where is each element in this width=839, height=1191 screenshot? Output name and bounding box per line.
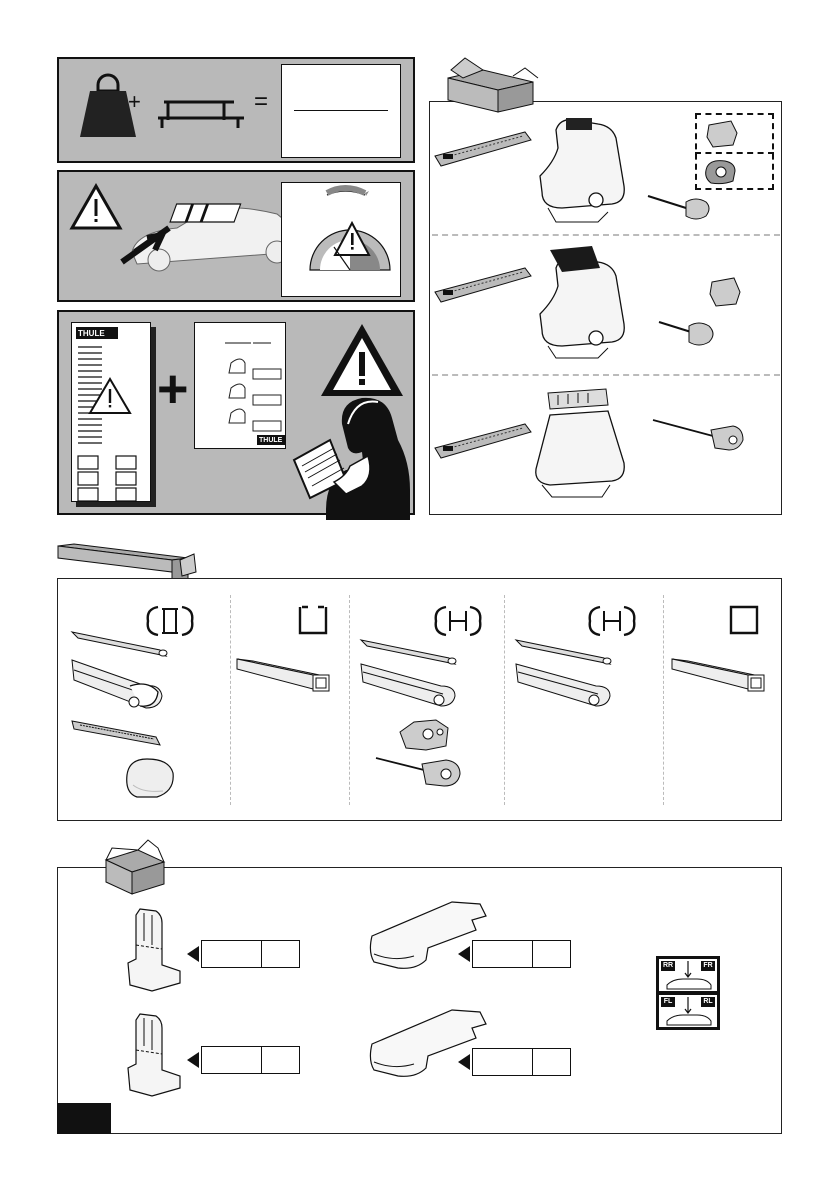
plus-sign: + <box>128 89 141 114</box>
rubber-pad-icon <box>433 264 533 304</box>
end-cap-icon <box>706 276 746 310</box>
foot-row-divider-1 <box>432 234 780 236</box>
bracket-icon <box>122 905 182 1000</box>
page-number-tab <box>57 1103 111 1134</box>
box-package-icon <box>102 836 172 896</box>
rapid-foot-icon <box>528 244 638 364</box>
end-cap-icon <box>703 119 743 149</box>
bars-divider <box>349 595 350 805</box>
foot-row-divider-2 <box>432 374 780 376</box>
part-label-box <box>201 940 300 968</box>
booklet-brand: THULE <box>78 328 105 338</box>
sticker-fr: FR <box>701 961 715 971</box>
sticker-rl: RL <box>701 997 715 1007</box>
sticker-fl: FL <box>661 997 675 1007</box>
roof-bars-icon <box>154 94 254 134</box>
equals-sign: = <box>254 88 269 115</box>
end-cap-icon <box>701 157 741 187</box>
square-profile-icon <box>727 603 761 637</box>
car-roof-load-icon <box>117 192 307 292</box>
gauge-warning-icon <box>287 185 397 290</box>
wingbar-icon <box>70 656 175 716</box>
part-label-box <box>472 1048 571 1076</box>
panel-load-warning <box>57 170 415 302</box>
lock-key-icon <box>651 414 751 458</box>
position-sticker-icon <box>656 956 720 1030</box>
plus-sign-large: + <box>157 359 189 419</box>
panel-weight <box>57 57 415 163</box>
rapid-foot-icon <box>528 385 648 505</box>
squarebar-icon <box>235 655 335 705</box>
end-cap-icon <box>123 755 179 801</box>
pointer-arrow-icon <box>458 1054 470 1070</box>
part-label-box <box>201 1046 300 1074</box>
pointer-arrow-icon <box>187 1052 199 1068</box>
pointer-arrow-icon <box>458 946 470 962</box>
manual-booklet-icon <box>71 322 151 502</box>
square-profile-icon <box>296 603 330 637</box>
part-label-box <box>472 940 571 968</box>
sticker-rr: RR <box>662 962 674 969</box>
warning-triangle-icon <box>317 320 407 400</box>
panel-instructions <box>57 310 415 515</box>
person-reading-icon <box>274 390 414 515</box>
rubber-pad-icon <box>433 420 533 460</box>
slide-profile-icon <box>432 603 484 639</box>
key-tool-icon <box>646 192 716 222</box>
wing-profile-icon <box>586 603 638 639</box>
bracket-icon <box>122 1010 182 1105</box>
pointer-arrow-icon <box>187 946 199 962</box>
box-package-icon <box>443 56 543 114</box>
fitkit-brand: THULE <box>259 436 283 444</box>
rubber-pad-icon <box>433 128 533 168</box>
wingbar-icon <box>514 660 619 710</box>
warning-triangle-icon <box>70 184 122 230</box>
key-tool-icon <box>657 318 727 352</box>
result-box <box>281 64 401 158</box>
gauge-box <box>281 182 401 297</box>
slide-clamp-icon <box>396 714 456 754</box>
squarebar-icon <box>670 655 770 705</box>
lock-key-icon <box>374 754 479 794</box>
end-cap-options-box <box>695 113 774 190</box>
slidebar-icon <box>359 660 464 710</box>
fit-instruction-sheet-icon <box>194 322 286 449</box>
bars-divider <box>504 595 505 805</box>
bars-divider <box>230 595 231 805</box>
bar-strip-icon <box>70 628 170 658</box>
rapid-foot-icon <box>528 112 638 232</box>
bars-divider <box>663 595 664 805</box>
rubber-strip-icon <box>70 717 170 747</box>
